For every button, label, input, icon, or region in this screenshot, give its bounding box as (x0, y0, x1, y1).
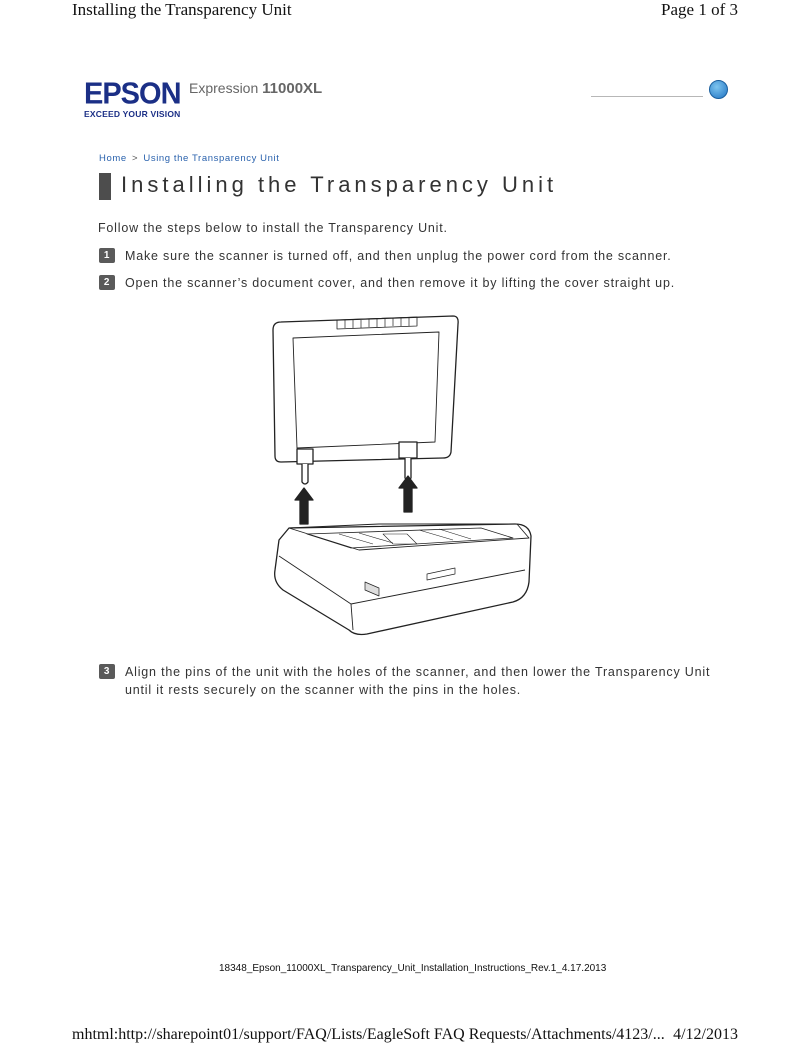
step-number-badge: 2 (99, 275, 115, 290)
logo-wordmark: EPSON (84, 77, 181, 111)
step-number-badge: 3 (99, 664, 115, 679)
scanner-cover-removal-illustration (267, 312, 537, 642)
search-icon[interactable] (709, 80, 728, 99)
logo-tagline: EXCEED YOUR VISION (84, 109, 181, 119)
step-text: Make sure the scanner is turned off, and then unplug the power cord from the scanner. (125, 249, 672, 263)
breadcrumb-current-link[interactable]: Using the Transparency Unit (143, 153, 280, 164)
product-model (189, 80, 322, 97)
intro-text: Follow the steps below to install the Transparency Unit. (98, 221, 448, 235)
epson-logo[interactable] (84, 77, 181, 119)
breadcrumb (99, 153, 279, 164)
breadcrumb-separator: > (132, 153, 139, 164)
print-header-title: Installing the Transparency Unit (72, 0, 292, 19)
print-footer-url: mhtml:http://sharepoint01/support/FAQ/Lists/EagleSoft FAQ Requests/Attachments/4123/... (72, 1026, 665, 1043)
print-header-page-number: Page 1 of 3 (661, 0, 738, 19)
step-text: Open the scanner’s document cover, and then remove it by lifting the cover straight up. (125, 276, 675, 290)
model-number: 11000XL (262, 80, 323, 97)
print-footer-date: 4/12/2013 (673, 1026, 738, 1043)
step-number-badge: 1 (99, 248, 115, 263)
breadcrumb-home-link[interactable]: Home (99, 153, 127, 164)
document-code: 18348_Epson_11000XL_Transparency_Unit_Installation_Instructions_Rev.1_4.17.2013 (219, 963, 607, 974)
page-title: Installing the Transparency Unit (121, 172, 558, 197)
model-prefix: Expression (189, 80, 259, 96)
search-input[interactable] (591, 80, 703, 97)
title-accent-bar (99, 173, 111, 200)
step-text: Align the pins of the unit with the holes of the scanner, and then lower the Transparency Unit until it rests securely on the scanner with the pins in the holes. (125, 665, 711, 697)
